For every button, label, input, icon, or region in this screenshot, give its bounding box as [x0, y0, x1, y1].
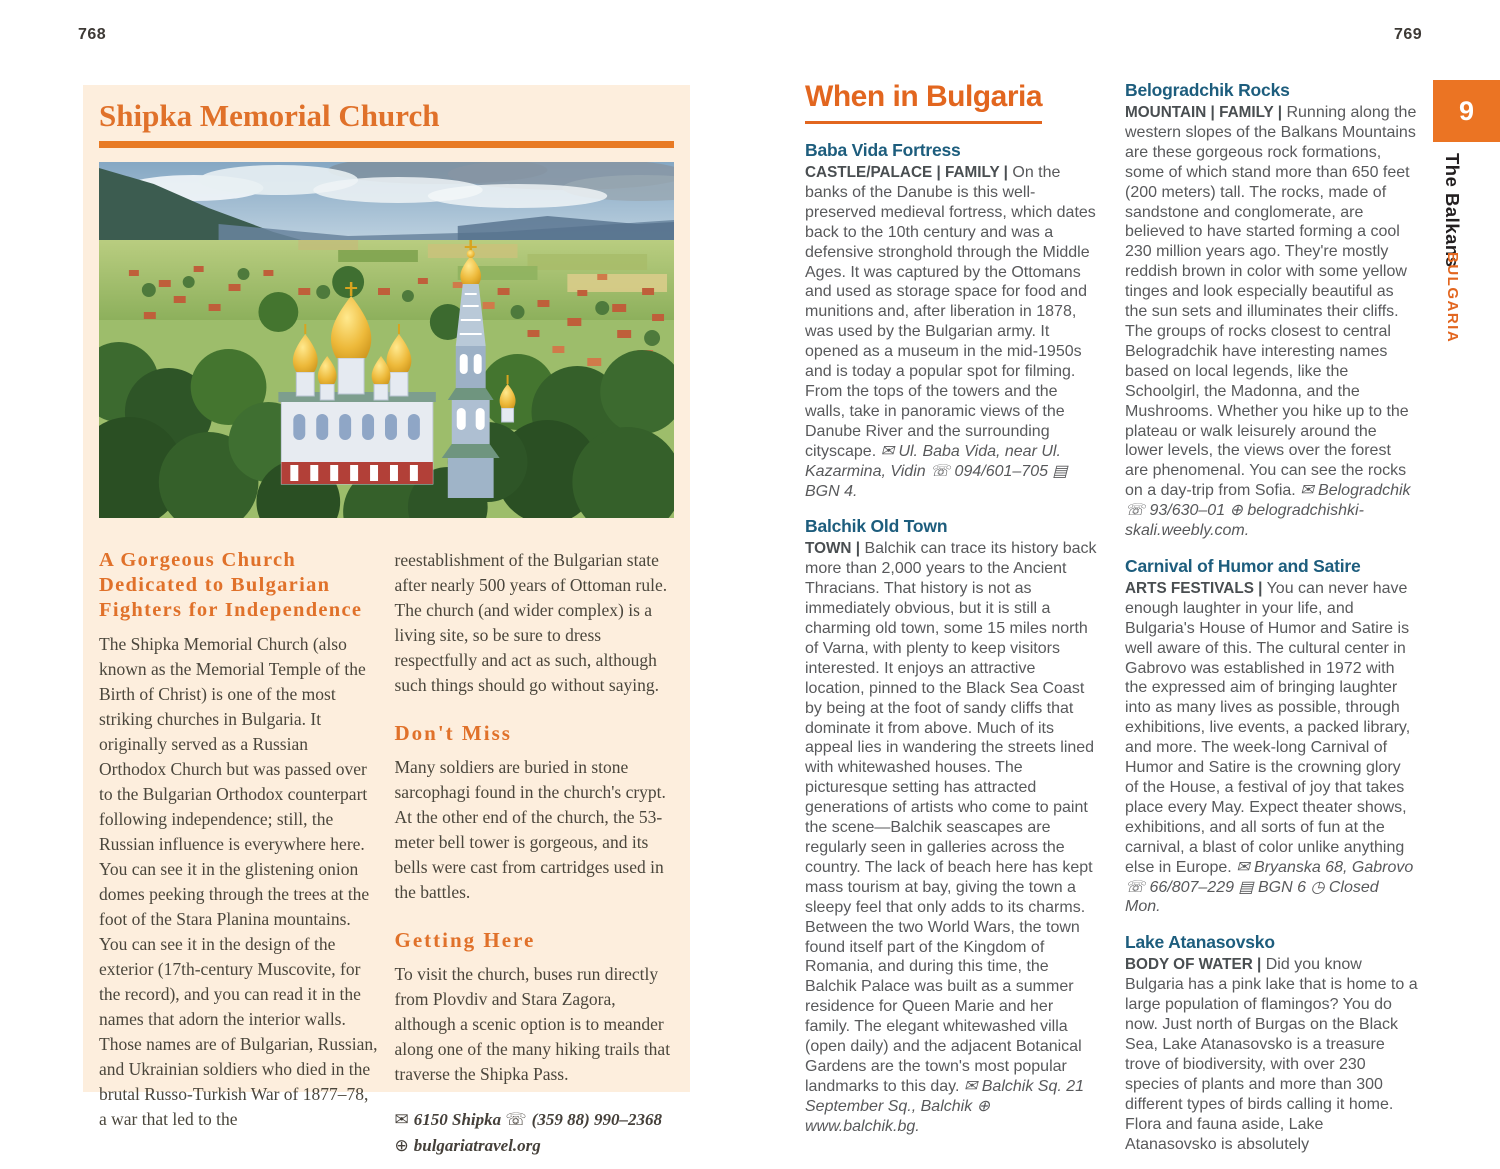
entry-text: On the banks of the Danube is this well-preserved medieval fortress, which dates back to the 10th century and was a defensive stronghold through the Middle Ages. It was captured by the Ottomans and used as storage space for food and munitions and, after liberation in 1878, was used by the Bulgarian army. It opened as a museum in the mid-1950s and is today a popular spot for filming. From the tops of the towers and the walls, take in panoramic views of the Danube River and the surrounding cityscape.: [805, 164, 1096, 460]
page-number-right: 769: [1394, 26, 1423, 43]
address-icon: ✉: [394, 1110, 409, 1130]
entry-title: Baba Vida Fortress: [805, 140, 961, 160]
entry-contact: ✉ Balchik Sq. 21 September Sq., Balchik ⊕ www.balchik.bg.: [805, 1077, 1085, 1135]
getting-here-body: To visit the church, buses run directly from Plovdiv and Stara Zagora, although a scenic option is to meander along one of the many hiking trails that traverse the Shipka Pass.: [394, 964, 671, 1085]
section-title: When in Bulgaria: [805, 80, 1042, 124]
entry-belogradchik-rocks: [1125, 80, 1418, 541]
entry-text: Balchik can trace its history back more than 2,000 years to the Ancient Thracians. That history is not as immediately obvious, but it is still a charming old town, some 15 miles north of Varna, with plenty to keep visitors interested. It enjoys an attractive location, pinned to the Black Sea Coast by being at the foot of sandy cliffs that dominate it from above. Much of its appeal lies in wandering the streets lined with whitewashed houses. The picturesque setting has attracted generations of artists who come to paint the scene—Balchik seascapes are regularly seen in galleries across the country. The lack of beach here has kept mass tourism at bay, giving the town a sleepy feel that only adds to its charms. Between the two World Wars, the town found itself part of the Kingdom of Romania, and during this time, the Balchik Palace was built as a summer residence for Queen Marie and her family. The elegant whitewashed villa (open daily) and the adjacent Botanical Gardens are the town's most popular landmarks to this day.: [805, 540, 1097, 1095]
right-page-column-2: [1125, 80, 1418, 1169]
feature-body-2: reestablishment of the Bulgarian state after nearly 500 years of Ottoman rule. The church (and wider complex) is a living site, so be sure to dress respectfully and act as such, although such things should go without saying.: [394, 550, 668, 696]
entry-title: Lake Atanasovsko: [1125, 932, 1275, 953]
entry-body: [1125, 579, 1418, 917]
feature-panel: [83, 85, 690, 1155]
feature-contact: [395, 1107, 675, 1158]
feature-heading: A Gorgeous Church Dedicated to Bulgarian Fighters for Independence: [99, 549, 363, 622]
entry-lake-atanasovsko: [1125, 932, 1418, 1154]
feature-column-2: [395, 548, 675, 1158]
entry-categories: CASTLE/PALACE | FAMILY |: [805, 164, 1008, 181]
chapter-number-tab: 9: [1433, 80, 1500, 142]
contact-line-1: [395, 1107, 675, 1133]
shipka-church-photo: [99, 162, 674, 518]
entry-carnival-of-humor-and-satire: [1125, 556, 1418, 917]
entry-contact: ✉ Belogradchik ☏ 93/630–01 ⊕ belogradchishki-skali.weebly.com.: [1125, 482, 1411, 540]
entry-baba-vida-fortress: [805, 140, 1098, 501]
entry-body: [1125, 955, 1418, 1154]
entry-text: Did you know Bulgaria has a pink lake that is home to a large population of flamingos? You do now. Just north of Burgas on the Black Sea, Lake Atanasovsko is a treasure trove of biodiversity, with over 230 species of plants and more than 300 different types of birds calling it home. Flora and fauna aside, Lake Atanasovsko is absolutely: [1125, 956, 1418, 1153]
entry-body: [1125, 103, 1418, 541]
phone-icon: ☏: [505, 1110, 527, 1130]
title-rule: [99, 141, 674, 148]
entry-text: Running along the western slopes of the Balkans Mountains are these gorgeous rock formations, some of which stand more than 650 feet (200 meters) tall. The rocks, made of sandstone and conglomerate, are believed to have started forming a cool 230 million years ago. They're mostly reddish brown in color with some yellow tinges and look especially beautiful as the sun sets and illuminates their cliffs. The groups of rocks closest to central Belogradchik have interesting names based on local legends, like the Schoolgirl, the Madonna, and the Mushrooms. Whether you hike up to the plateau or walk leisurely around the lower levels, the views over the forest are phenomenal. You can see the rocks on a day-trip from Sofia.: [1125, 104, 1417, 500]
entry-title: Belogradchik Rocks: [1125, 80, 1290, 100]
entry-contact: ✉ Ul. Baba Vida, near Ul. Kazarmina, Vidin ☏ 094/601–705 ▤ BGN 4.: [805, 442, 1068, 500]
dont-miss-body: Many soldiers are buried in stone sarcophagi found in the church's crypt. At the other end of the church, the 53-meter bell tower is gorgeous, and its bells were cast from cartridges used in the battles.: [394, 757, 666, 903]
entry-body: [805, 539, 1098, 1136]
web-icon: ⊕: [394, 1135, 409, 1155]
entry-categories: MOUNTAIN | FAMILY |: [1125, 104, 1283, 121]
entry-balchik-old-town: [805, 516, 1098, 1136]
contact-web[interactable]: bulgariatravel.org: [413, 1135, 541, 1155]
right-page-column-1: [805, 80, 1098, 1152]
entry-categories: TOWN |: [805, 540, 860, 558]
contact-address: 6150 Shipka: [413, 1110, 502, 1130]
entry-text: You can never have enough laughter in your life, and Bulgaria's House of Humor and Satire is well aware of this. The cultural center in Gabrovo was established in 1972 with the expressed aim of bringing laughter into as many lives as possible, through exhibitions, live events, a packed library, and more. The week-long Carnival of Humor and Satire is the crowning glory of the House, a festival of joy that takes place every May. Expect theater shows, exhibitions, and all sorts of fun at the carnival, a blast of color unlike anything else in Europe.: [1125, 579, 1411, 876]
getting-here-heading: Getting Here: [394, 928, 536, 953]
entry-title: Balchik Old Town: [805, 516, 948, 537]
entry-categories: BODY OF WATER |: [1125, 956, 1262, 974]
entry-title: Carnival of Humor and Satire: [1125, 555, 1361, 576]
dont-miss-heading: Don't Miss: [394, 721, 512, 746]
feature-body-1: The Shipka Memorial Church (also known as the Memorial Temple of the Birth of Christ) is one of the most striking churches in Bulgaria. It originally served as a Russian Orthodox Church but was passed over to the Bulgarian Orthodox counterpart following independence; still, the Russian influence is everywhere here. You can see it in the glistening onion domes peeking through the trees at the foot of the Stara Planina mountains. You can see it in the design of the exterior (17th-century Muscovite, for the record), and you can read it in the names that adorn the interior walls. Those names are of Bulgarian, Russian, and Ukrainian soldiers who died in the brutal Russo-Turkish War of 1877–78, a war that led to the: [99, 634, 378, 1130]
feature-column-1: [99, 548, 379, 1158]
contact-phone: (359 88) 990–2368: [531, 1110, 662, 1130]
page-number-left: 768: [78, 26, 107, 43]
chapter-series-label: The Balkans: [1442, 153, 1463, 268]
entry-categories: ARTS FESTIVALS |: [1125, 579, 1263, 597]
contact-line-2: [395, 1133, 675, 1159]
feature-title: Shipka Memorial Church: [99, 98, 440, 133]
entry-body: [805, 163, 1098, 501]
entry-contact: ✉ Bryanska 68, Gabrovo ☏ 66/807–229 ▤ BGN 6 ◷ Closed Mon.: [1125, 858, 1414, 916]
chapter-country-label: BULGARIA: [1444, 252, 1461, 344]
